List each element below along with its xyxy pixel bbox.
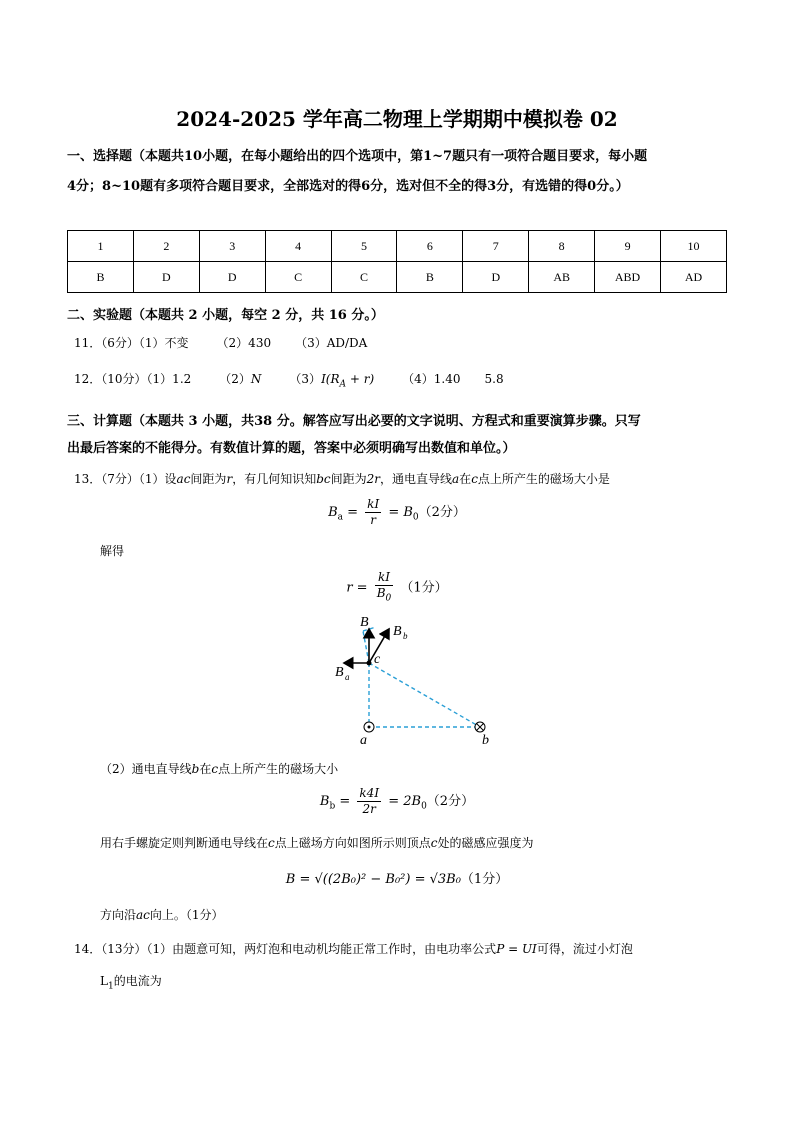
label-b: b: [482, 733, 489, 748]
q11-part3: （3）AD/DA: [295, 336, 368, 350]
answer-cell: AD: [661, 262, 727, 293]
label-Bb-sub: b: [403, 631, 408, 641]
question-number: 3: [199, 231, 265, 262]
q11-line: [74, 334, 367, 351]
answer-cell: D: [199, 262, 265, 293]
label-c: c: [374, 652, 381, 667]
question-number: 6: [397, 231, 463, 262]
answer-cell: B: [68, 262, 134, 293]
answer-table-number-row: [68, 231, 727, 262]
question-number: 1: [68, 231, 134, 262]
label-Ba: B: [335, 665, 344, 680]
q12-number: 12．（10分）: [74, 372, 147, 386]
question-number: 10: [661, 231, 727, 262]
direction-text: 方向沿ac向上。（1分）: [100, 908, 224, 922]
q12-part1: （1）1.2: [146, 372, 192, 386]
magnetic-field-figure: [325, 610, 500, 750]
answer-cell: AB: [529, 262, 595, 293]
equation-Ba: $B_a$ = $\frac{kI}{r}$ = $B_0(2$分）: [328, 497, 466, 527]
answer-cell: C: [265, 262, 331, 293]
question-number: 2: [133, 231, 199, 262]
q12-part5: 5.8: [484, 372, 504, 386]
answer-table: [67, 230, 727, 293]
cb-dashed-line: [369, 663, 480, 727]
section1-header-line1: 一、选择题（本题共10小题，在每小题给出的四个选项中，第1~7题只有一项符合题目要求，每小题: [67, 149, 648, 164]
section3-header-line1: 三、计算题（本题共 3 小题，共38 分。解答应写出必要的文字说明、方程式和重要演算步骤。只写: [67, 414, 641, 429]
answer-cell: D: [463, 262, 529, 293]
equation-Bb: $B_b$ = $\frac{k4I}{2r}$ = $2B_0(2$分）: [319, 786, 475, 816]
q14-line1: 14．（13分）（1）由题意可知，两灯泡和电动机均能正常工作时，由电功率公式P = UI可得，流过小灯泡: [74, 942, 633, 956]
q14-line2: $L_1$的电流为: [100, 974, 162, 992]
q13-part2-text: （2）通电直导线b在c点上所产生的磁场大小: [100, 762, 339, 776]
point-c: [367, 661, 372, 666]
right-hand-rule-text: 用右手螺旋定则判断通电导线在c点上磁场方向如图所示则顶点c处的磁感应强度为: [100, 836, 534, 850]
label-Bb: B: [393, 624, 402, 639]
q13-intro: 13．（7分）（1）设ac间距为r，有几何知识知bc间距为2r，通电直导线a在c点上所产生的磁场大小是: [74, 472, 610, 486]
equation-r: r = $\frac{kI}{B_0}$ （1分）: [346, 570, 448, 604]
question-number: 4: [265, 231, 331, 262]
q12-part2-var: N: [250, 372, 262, 386]
answer-cell: ABD: [595, 262, 661, 293]
section3-header-line2: 出最后答案的不能得分。有数值计算的题，答案中必须明确写出数值和单位。）: [67, 441, 516, 456]
answer-cell: D: [133, 262, 199, 293]
label-B: B: [360, 615, 369, 630]
q11-part2: （2）430: [216, 336, 272, 350]
q11-number: 11．（6分）: [74, 336, 139, 350]
q12-part4: （4）1.40: [402, 372, 461, 386]
solve-label: 解得: [100, 544, 125, 558]
label-a: a: [360, 733, 367, 748]
equation-B: B = √((2B₀)² − B₀²) = √3B₀（1分）: [285, 872, 509, 887]
q12-line: [74, 370, 504, 389]
question-number: 8: [529, 231, 595, 262]
q12-part2-label: （2）: [219, 372, 251, 386]
q12-part3-label: （3）: [289, 372, 322, 386]
label-Ba-sub: a: [345, 672, 350, 682]
answer-cell: C: [331, 262, 397, 293]
Bb-parallel-line: [363, 631, 369, 663]
section1-header-line2: 4分；8~10题有多项符合题目要求，全部选对的得6分，选对但不全的得3分，有选错的得0分。）: [67, 179, 629, 194]
question-number: 7: [463, 231, 529, 262]
q12-part3-expr: $I(R_A + r)$: [321, 372, 375, 390]
question-number: 5: [331, 231, 397, 262]
section2-header: 二、实验题（本题共 2 小题，每空 2 分，共 16 分。）: [67, 308, 384, 323]
answer-table-answer-row: [68, 262, 727, 293]
answer-cell: B: [397, 262, 463, 293]
question-number: 9: [595, 231, 661, 262]
page-title: 2024-2025 学年高二物理上学期期中模拟卷 02: [176, 107, 618, 131]
q11-part1: （1）不变: [138, 336, 189, 350]
